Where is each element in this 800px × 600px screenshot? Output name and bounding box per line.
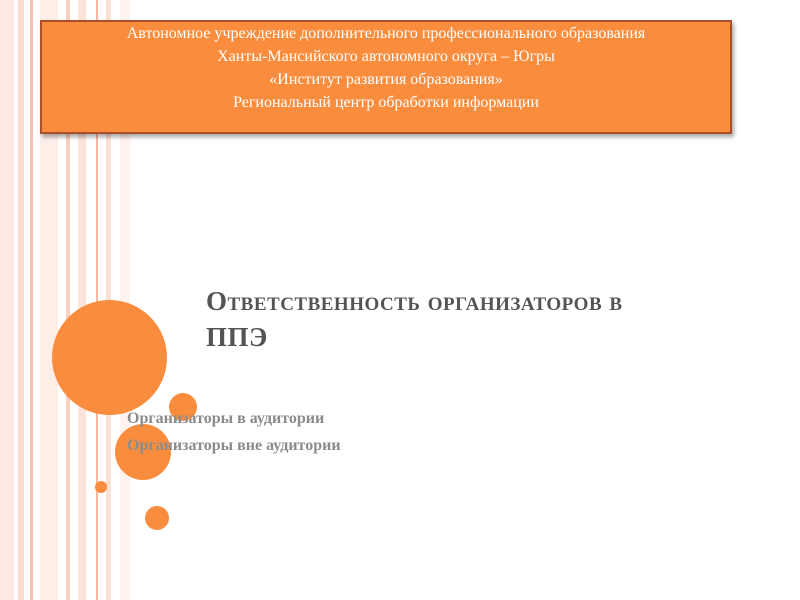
- decor-stripe: [18, 0, 24, 600]
- header-line-institute: «Институт развития образования»: [269, 71, 503, 88]
- subtitle-item-outside-room: Организаторы вне аудитории: [127, 437, 341, 454]
- subtitle-list: [127, 405, 341, 459]
- slide-title-line: Ответственность организаторов в: [206, 286, 623, 316]
- header-line-center: Региональный центр обработки информации: [233, 94, 539, 111]
- header-line-region: Ханты-Мансийского автономного округа – Югры: [217, 48, 555, 65]
- slide-title: [206, 283, 746, 355]
- subtitle-item-in-room: Организаторы в аудитории: [127, 410, 325, 427]
- header-line-organization: Автономное учреждение дополнительного профессионального образования: [126, 25, 646, 42]
- decor-circle-small: [145, 506, 169, 530]
- decor-stripe: [0, 0, 14, 600]
- slide-title-line: ППЭ: [206, 322, 268, 352]
- decor-circle-large: [52, 300, 167, 415]
- decor-circle-tiny: [95, 481, 107, 493]
- decor-stripe: [30, 0, 33, 600]
- institution-header: [40, 20, 732, 134]
